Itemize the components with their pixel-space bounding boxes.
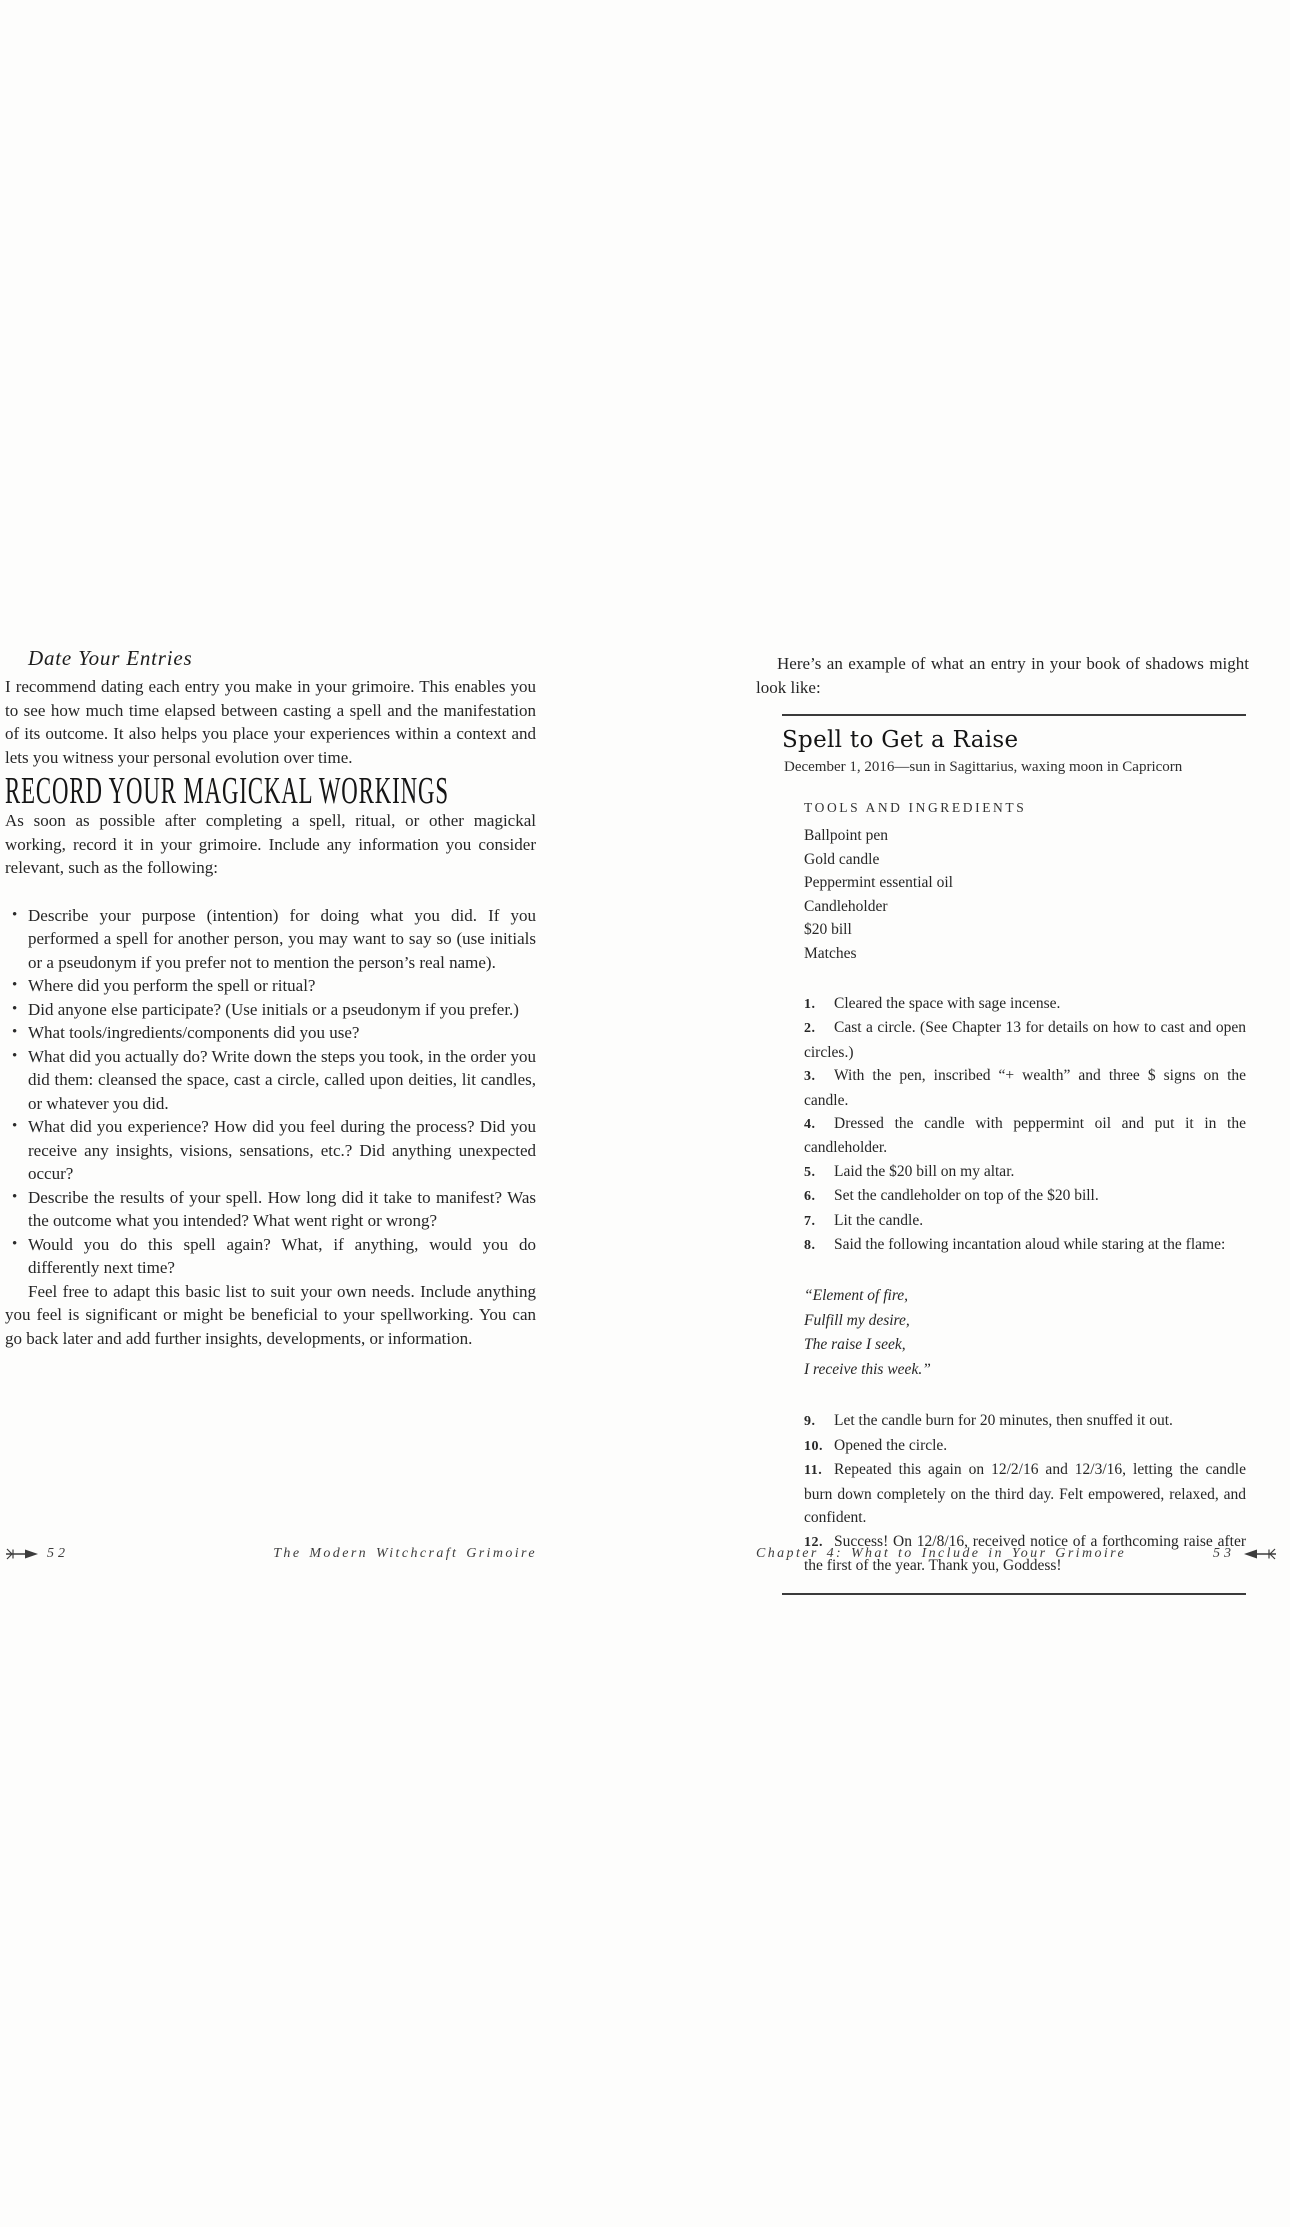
chapter-title: Chapter 4: What to Include in Your Grimoire <box>756 1546 1127 1561</box>
paragraph-adapt-list: Feel free to adapt this basic list to suit your own needs. Include anything you feel is significant or might be beneficial to your spellworking. You can go back later and add further insights, developments, or information. <box>5 1281 536 1348</box>
steps-list-1-8 <box>804 992 1246 1257</box>
step-item <box>804 1233 1246 1257</box>
paragraph-record-intro: As soon as possible after completing a spell, ritual, or other magickal working, record it in your grimoire. Include any information you consider relevant, such as the following: <box>5 811 536 877</box>
bullet-item: • Did anyone else participate? (Use initials or a pseudonym if you prefer.) <box>5 998 536 1022</box>
page-number: 53 <box>1213 1546 1235 1561</box>
tool-item: Gold candle <box>804 850 880 868</box>
step-text: Opened the circle. <box>834 1436 948 1454</box>
section-heading-text: RECORD YOUR MAGICKAL WORKINGS <box>5 770 449 812</box>
step-text: Dressed the candle with peppermint oil and put it in the candleholder. <box>804 1115 1246 1157</box>
arrow-ornament-icon <box>1243 1548 1277 1560</box>
step-number: 2. <box>804 1021 816 1037</box>
step-number: 3. <box>804 1069 816 1085</box>
section-heading-record-workings <box>5 769 536 812</box>
incantation-line: “Element of fire, <box>804 1287 909 1305</box>
bullet-item: • Describe the results of your spell. How long did it take to manifest? Was the outcome what you intended? What went right or wrong? <box>5 1186 536 1233</box>
tools-list <box>804 824 1246 965</box>
bullet-item: • Describe your purpose (intention) for doing what you did. If you performed a spell for another person, you may want to say so (use initials or a pseudonym if you prefer not to mention the person’s real name). <box>5 904 536 975</box>
book-title: The Modern Witchcraft Grimoire <box>273 1546 537 1561</box>
step-number: 10. <box>804 1438 823 1454</box>
bullet-item: • Where did you perform the spell or ritual? <box>5 974 536 998</box>
tool-item: Matches <box>804 944 857 962</box>
incantation-line: I receive this week.” <box>804 1360 931 1378</box>
step-number: 5. <box>804 1164 816 1180</box>
tool-item: Candleholder <box>804 897 888 915</box>
entry-title: Spell to Get a Raise <box>782 727 1019 753</box>
arrow-ornament-icon <box>5 1548 39 1560</box>
step-number: 4. <box>804 1117 816 1133</box>
right-page <box>756 652 1249 1595</box>
step-item <box>804 1064 1246 1112</box>
incantation-line: The raise I seek, <box>804 1336 906 1354</box>
right-footer-pagenum-group <box>1205 1546 1277 1562</box>
step-text: Set the candleholder on top of the $20 bill. <box>834 1187 1099 1205</box>
step-number: 8. <box>804 1238 816 1254</box>
bullet-item: • What did you experience? How did you feel during the process? Did you receive any insights, visions, sensations, etc.? Did anything unexpected occur? <box>5 1115 536 1186</box>
right-page-footer <box>756 1546 1277 1562</box>
step-text: With the pen, inscribed “+ wealth” and three $ signs on the candle. <box>804 1067 1246 1109</box>
step-item <box>804 1016 1246 1064</box>
tools-heading: TOOLS AND INGREDIENTS <box>804 800 1027 815</box>
entry-body <box>804 800 1246 1577</box>
step-item <box>804 1409 1246 1433</box>
step-text: Success! On 12/8/16, received notice of a forthcoming raise after the first of the year. Thank you, Goddess! <box>804 1532 1246 1574</box>
subheading-date-your-entries: Date Your Entries <box>28 646 193 670</box>
step-text: Laid the $20 bill on my altar. <box>834 1162 1015 1180</box>
step-number: 1. <box>804 997 816 1012</box>
step-item <box>804 1184 1246 1208</box>
step-item <box>804 992 1246 1016</box>
entry-date-line: December 1, 2016—sun in Sagittarius, waxing moon in Capricorn <box>784 759 1183 775</box>
checklist-bullets <box>5 904 536 1280</box>
tool-item: Ballpoint pen <box>804 827 888 844</box>
step-number: 11. <box>804 1463 823 1479</box>
step-text: Let the candle burn for 20 minutes, then snuffed it out. <box>834 1412 1173 1430</box>
tool-item: Peppermint essential oil <box>804 874 953 891</box>
step-item <box>804 1458 1246 1529</box>
tool-item: $20 bill <box>804 921 852 938</box>
bullet-item: • What did you actually do? Write down the steps you took, in the order you did them: cleansed the space, cast a circle, called upon deities, lit candles, or whatever you did. <box>5 1045 536 1116</box>
step-text: Lit the candle. <box>834 1211 924 1229</box>
step-item <box>804 1160 1246 1184</box>
step-number: 6. <box>804 1189 816 1205</box>
bullet-item: • What tools/ingredients/components did you use? <box>5 1021 536 1045</box>
step-item <box>804 1209 1246 1233</box>
step-number: 9. <box>804 1414 816 1430</box>
step-number: 12. <box>804 1534 823 1550</box>
incantation-verse <box>804 1284 1246 1382</box>
step-text: Cast a circle. (See Chapter 13 for details on how to cast and open circles.) <box>804 1019 1246 1061</box>
left-footer-pagenum-group <box>5 1546 77 1562</box>
grimoire-entry-example <box>782 714 1246 1595</box>
incantation-line: Fulfill my desire, <box>804 1311 910 1329</box>
page-number: 52 <box>47 1546 69 1561</box>
step-item <box>804 1112 1246 1160</box>
left-page-footer <box>5 1546 537 1562</box>
left-page <box>5 646 536 1350</box>
paragraph-example-intro: Here’s an example of what an entry in your book of shadows might look like: <box>756 654 1249 697</box>
step-number: 7. <box>804 1213 816 1229</box>
bullet-item: • Would you do this spell again? What, if anything, would you do differently next time? <box>5 1233 536 1280</box>
step-text: Said the following incantation aloud while staring at the flame: <box>834 1236 1226 1254</box>
step-item <box>804 1434 1246 1458</box>
step-text: Repeated this again on 12/2/16 and 12/3/16, letting the candle burn down completely on the third day. Felt empowered, relaxed, and confident. <box>804 1461 1246 1527</box>
step-text: Cleared the space with sage incense. <box>834 995 1061 1012</box>
paragraph-dating-entries: I recommend dating each entry you make in your grimoire. This enables you to see how much time elapsed between casting a spell and the manifestation of its outcome. It also helps you place your experiences within a context and lets you witness your personal evolution over time. <box>5 677 536 767</box>
